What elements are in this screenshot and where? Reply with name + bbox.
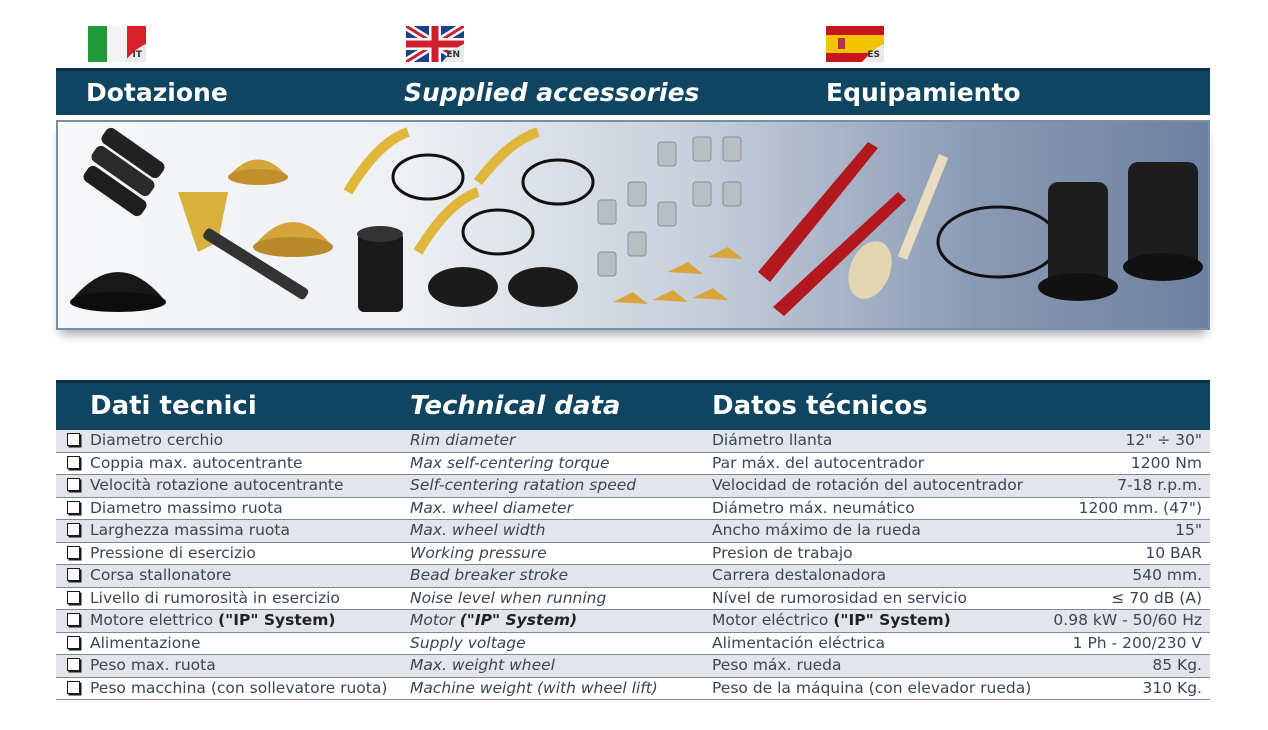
checkbox-cell bbox=[56, 430, 90, 452]
checkbox-icon bbox=[67, 523, 80, 536]
uk-flag-icon bbox=[406, 26, 464, 62]
spec-label-text-en: Max self-centering torque bbox=[410, 453, 610, 472]
spec-label-it bbox=[90, 565, 410, 588]
table-row bbox=[56, 542, 1210, 565]
spec-label-text-es: Diámetro llanta bbox=[712, 431, 833, 450]
spec-label-text-it: Livello di rumorosità in esercizio bbox=[90, 588, 340, 607]
spec-value: 1 Ph - 200/230 V bbox=[1072, 633, 1202, 652]
table-row bbox=[56, 565, 1210, 588]
spec-label-it bbox=[90, 677, 410, 700]
spec-label-it bbox=[90, 587, 410, 610]
spec-label-es bbox=[712, 542, 1032, 565]
checkbox-icon bbox=[67, 591, 80, 604]
spec-label-it bbox=[90, 542, 410, 565]
spec-value: 0.98 kW - 50/60 Hz bbox=[1053, 611, 1202, 630]
spec-label-en bbox=[410, 497, 712, 520]
checkbox-cell bbox=[56, 475, 90, 498]
spec-value: 310 Kg. bbox=[1142, 678, 1202, 697]
spec-label-en bbox=[410, 452, 712, 475]
checkbox-icon bbox=[67, 613, 80, 626]
table-row bbox=[56, 632, 1210, 655]
spec-label-text-en: Machine weight (with wheel lift) bbox=[410, 678, 658, 697]
spec-label-en bbox=[410, 430, 712, 452]
spec-label-text-it: Peso max. ruota bbox=[90, 656, 216, 675]
spec-label-text-en: Bead breaker stroke bbox=[410, 566, 569, 585]
spec-label-text-en: Noise level when running bbox=[410, 588, 607, 607]
checkbox-icon bbox=[67, 681, 80, 694]
spec-value: 1200 Nm bbox=[1130, 453, 1202, 472]
italy-flag-icon bbox=[88, 26, 146, 62]
spec-label-es bbox=[712, 430, 1032, 452]
accessories-title-it: Dotazione bbox=[86, 78, 228, 107]
table-row bbox=[56, 497, 1210, 520]
table-row bbox=[56, 452, 1210, 475]
checkbox-cell bbox=[56, 452, 90, 475]
tyre-levers-icon bbox=[758, 142, 906, 316]
spec-label-en bbox=[410, 542, 712, 565]
spec-label-es bbox=[712, 632, 1032, 655]
checkbox-cell bbox=[56, 542, 90, 565]
spec-label-es bbox=[712, 520, 1032, 543]
spec-label-text-en: Max. wheel width bbox=[410, 521, 546, 540]
spec-label-it bbox=[90, 610, 410, 633]
spec-label-text-en: Motor bbox=[410, 611, 460, 630]
spec-label-text-it: Coppia max. autocentrante bbox=[90, 453, 303, 472]
checkbox-cell bbox=[56, 497, 90, 520]
spec-label-en bbox=[410, 655, 712, 678]
spec-value: 15" bbox=[1175, 521, 1202, 540]
spec-label-text-en: Supply voltage bbox=[410, 633, 526, 652]
spec-label-text-es: Alimentación eléctrica bbox=[712, 633, 885, 652]
spec-label-text-it: Larghezza massima ruota bbox=[90, 521, 290, 540]
table-row bbox=[56, 520, 1210, 543]
checkbox-cell bbox=[56, 632, 90, 655]
spec-label-text-es: Velocidad de rotación del autocentrador bbox=[712, 476, 1024, 495]
spec-label-text-it: Corsa stallonatore bbox=[90, 566, 232, 585]
checkbox-cell bbox=[56, 520, 90, 543]
checkbox-cell bbox=[56, 677, 90, 700]
checkbox-icon bbox=[67, 433, 80, 446]
spec-label-en bbox=[410, 565, 712, 588]
spec-value: 540 mm. bbox=[1132, 566, 1202, 585]
spec-label-bold-es: ("IP" System) bbox=[833, 611, 951, 630]
spec-label-text-es: Peso de la máquina (con elevador rueda) bbox=[712, 678, 1032, 697]
spec-label-es bbox=[712, 452, 1032, 475]
checkbox-icon bbox=[67, 568, 80, 581]
technical-title-es: Datos técnicos bbox=[712, 391, 928, 421]
checkbox-icon bbox=[67, 478, 80, 491]
spec-label-text-es: Diámetro máx. neumático bbox=[712, 498, 915, 517]
accessories-header bbox=[56, 68, 1210, 115]
spec-label-text-es: Ancho máximo de la rueda bbox=[712, 521, 921, 540]
spec-label-en bbox=[410, 520, 712, 543]
table-row bbox=[56, 475, 1210, 498]
flag-code-en: EN bbox=[446, 50, 460, 60]
technical-header bbox=[56, 380, 1210, 431]
spec-label-text-it: Velocità rotazione autocentrante bbox=[90, 476, 344, 495]
spec-label-bold-en: ("IP" System) bbox=[459, 611, 578, 630]
adapters-icon bbox=[357, 226, 578, 312]
spec-label-it bbox=[90, 475, 410, 498]
spec-label-es bbox=[712, 677, 1032, 700]
spec-label-text-en: Max. weight wheel bbox=[410, 656, 555, 675]
checkbox-icon bbox=[67, 636, 80, 649]
spec-label-it bbox=[90, 430, 410, 452]
brush-icon bbox=[840, 154, 948, 305]
spec-label-text-it: Pressione di esercizio bbox=[90, 543, 256, 562]
spec-label-text-en: Rim diameter bbox=[410, 431, 516, 450]
spec-label-text-es: Par máx. del autocentrador bbox=[712, 453, 925, 472]
spec-value: 12" ÷ 30" bbox=[1125, 431, 1202, 450]
checkbox-cell bbox=[56, 587, 90, 610]
spec-value: 85 Kg. bbox=[1152, 656, 1202, 675]
spec-label-text-it: Alimentazione bbox=[90, 633, 201, 652]
spec-label-en bbox=[410, 677, 712, 700]
spec-label-text-it: Motore elettrico bbox=[90, 611, 219, 630]
spec-value: ≤ 70 dB (A) bbox=[1111, 588, 1202, 607]
technical-title-en: Technical data bbox=[410, 391, 621, 421]
spec-label-it bbox=[90, 520, 410, 543]
checkbox-cell bbox=[56, 655, 90, 678]
spec-label-text-it: Diametro cerchio bbox=[90, 431, 224, 450]
spec-label-text-es: Presion de trabajo bbox=[712, 543, 853, 562]
spec-label-it bbox=[90, 497, 410, 520]
spec-label-text-en: Self-centering ratation speed bbox=[410, 476, 637, 495]
spec-label-es bbox=[712, 475, 1032, 498]
spec-label-es bbox=[712, 610, 1032, 633]
wheel-lift-clamps-icon bbox=[938, 162, 1203, 301]
spec-label-es bbox=[712, 497, 1032, 520]
checkbox-icon bbox=[67, 658, 80, 671]
table-row bbox=[56, 610, 1210, 633]
spec-value: 7-18 r.p.m. bbox=[1117, 476, 1202, 495]
spec-label-it bbox=[90, 655, 410, 678]
spec-table bbox=[56, 430, 1210, 700]
accessories-photo bbox=[56, 120, 1210, 330]
spec-label-text-it: Peso macchina (con sollevatore ruota) bbox=[90, 678, 388, 697]
technical-title-it: Dati tecnici bbox=[90, 391, 257, 421]
spec-label-bold-it: ("IP" System) bbox=[218, 611, 336, 630]
spain-flag-icon bbox=[826, 26, 884, 62]
table-row bbox=[56, 430, 1210, 452]
spec-label-en bbox=[410, 475, 712, 498]
checkbox-cell bbox=[56, 610, 90, 633]
table-row bbox=[56, 655, 1210, 678]
flag-code-es: ES bbox=[867, 50, 880, 60]
spec-label-text-en: Max. wheel diameter bbox=[410, 498, 573, 517]
table-row bbox=[56, 677, 1210, 700]
spec-label-en bbox=[410, 587, 712, 610]
accessories-title-es: Equipamiento bbox=[826, 78, 1021, 107]
spec-label-it bbox=[90, 452, 410, 475]
checkbox-icon bbox=[67, 501, 80, 514]
table-row bbox=[56, 587, 1210, 610]
spec-label-en bbox=[410, 632, 712, 655]
spec-label-text-es: Peso máx. rueda bbox=[712, 656, 842, 675]
spec-label-text-es: Motor eléctrico bbox=[712, 611, 834, 630]
spec-label-es bbox=[712, 565, 1032, 588]
spec-value: 10 BAR bbox=[1145, 543, 1202, 562]
checkbox-icon bbox=[67, 456, 80, 469]
spec-label-es bbox=[712, 655, 1032, 678]
spec-label-text-it: Diametro massimo ruota bbox=[90, 498, 283, 517]
spec-value: 1200 mm. (47") bbox=[1078, 498, 1202, 517]
spec-label-it bbox=[90, 632, 410, 655]
spec-label-text-es: Carrera destalonadora bbox=[712, 566, 887, 585]
spec-label-text-en: Working pressure bbox=[410, 543, 547, 562]
accessories-title-en: Supplied accessories bbox=[404, 78, 700, 107]
spec-label-en bbox=[410, 610, 712, 633]
checkbox-icon bbox=[67, 546, 80, 559]
checkbox-cell bbox=[56, 565, 90, 588]
spec-label-text-es: Nível de rumorosidad en servicio bbox=[712, 588, 967, 607]
flag-code-it: IT bbox=[132, 50, 142, 60]
spec-label-es bbox=[712, 587, 1032, 610]
